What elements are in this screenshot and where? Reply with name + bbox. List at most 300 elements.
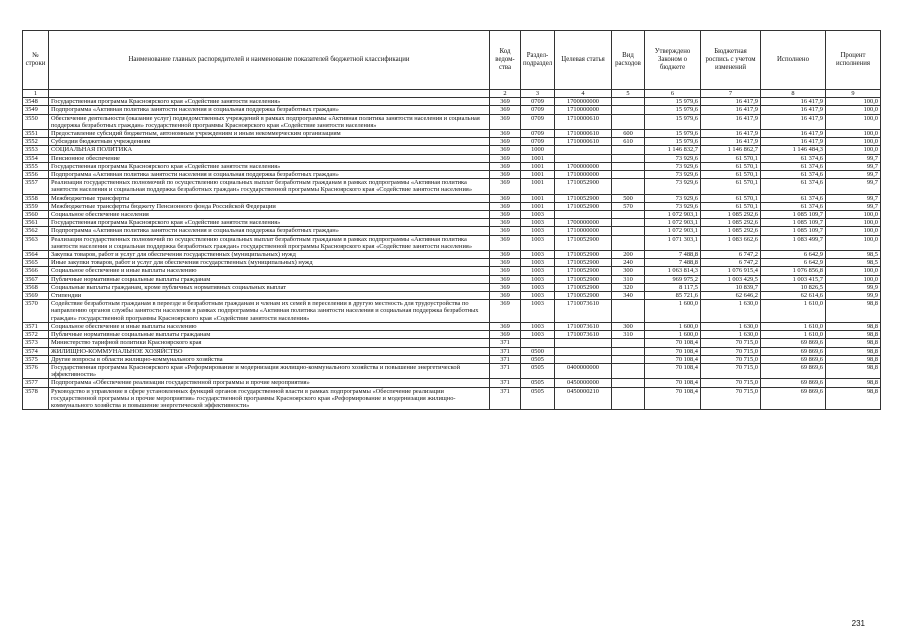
row-section-cell: 1003 bbox=[521, 292, 555, 300]
row-number-cell: 3563 bbox=[23, 235, 49, 250]
row-dept-cell: 369 bbox=[490, 235, 521, 250]
row-exptype-cell bbox=[612, 179, 645, 194]
row-name-cell: Публичные нормативные социальные выплаты гражданам bbox=[49, 275, 490, 283]
row-executed-cell: 1 083 499,7 bbox=[761, 235, 826, 250]
row-name-cell: Межбюджетные трансферты бюджету Пенсионного фонда Российской Федерации bbox=[49, 202, 490, 210]
row-exptype-cell bbox=[612, 114, 645, 129]
row-section-cell: 1003 bbox=[521, 275, 555, 283]
row-target-cell: 1700000000 bbox=[555, 98, 612, 106]
row-dept-cell: 369 bbox=[490, 251, 521, 259]
row-number-cell: 3568 bbox=[23, 283, 49, 291]
row-exptype-cell bbox=[612, 339, 645, 347]
table-row bbox=[23, 98, 881, 106]
row-number-cell: 3554 bbox=[23, 154, 49, 162]
row-target-cell: 1710052900 bbox=[555, 292, 612, 300]
row-percent-cell: 100,0 bbox=[826, 219, 881, 227]
row-executed-cell: 69 869,6 bbox=[761, 347, 826, 355]
row-budget-list-cell: 1 630,0 bbox=[701, 331, 761, 339]
row-approved-cell: 1 072 903,1 bbox=[645, 227, 701, 235]
row-name-cell: Пенсионное обеспечение bbox=[49, 154, 490, 162]
row-name-cell: Министерство тарифной политики Красноярского края bbox=[49, 339, 490, 347]
row-number-cell: 3550 bbox=[23, 114, 49, 129]
row-exptype-cell bbox=[612, 98, 645, 106]
header-percent: Процент исполнения bbox=[826, 31, 881, 90]
row-number-cell: 3553 bbox=[23, 146, 49, 154]
row-budget-list-cell: 70 715,0 bbox=[701, 339, 761, 347]
table-row bbox=[23, 347, 881, 355]
row-name-cell: Руководство и управление в сфере установленных функций органов государственной власти в рамках подпрограммы «Обеспечение реализации государственной программы и прочие мероприятия» государственной программы Красноярского края «Реформирование и модернизация жилищно-коммунального хозяйства и повышение энергетической эффективности» bbox=[49, 387, 490, 410]
table-row bbox=[23, 235, 881, 250]
table-row bbox=[23, 211, 881, 219]
row-executed-cell: 1 146 484,3 bbox=[761, 146, 826, 154]
row-percent-cell: 98,8 bbox=[826, 387, 881, 410]
row-executed-cell: 62 614,6 bbox=[761, 292, 826, 300]
row-percent-cell: 100,0 bbox=[826, 98, 881, 106]
table-row bbox=[23, 259, 881, 267]
row-budget-list-cell: 1 085 292,6 bbox=[701, 227, 761, 235]
row-dept-cell: 369 bbox=[490, 283, 521, 291]
header-exptype: Вид расходов bbox=[612, 31, 645, 90]
row-budget-list-cell: 61 570,1 bbox=[701, 171, 761, 179]
row-exptype-cell bbox=[612, 300, 645, 323]
row-percent-cell: 98,8 bbox=[826, 300, 881, 323]
table-row bbox=[23, 275, 881, 283]
row-dept-cell: 369 bbox=[490, 114, 521, 129]
header-row bbox=[23, 31, 881, 90]
row-number-cell: 3577 bbox=[23, 379, 49, 387]
row-approved-cell: 70 108,4 bbox=[645, 347, 701, 355]
row-dept-cell: 369 bbox=[490, 202, 521, 210]
row-approved-cell: 1 600,0 bbox=[645, 322, 701, 330]
row-section-cell: 1001 bbox=[521, 194, 555, 202]
row-approved-cell: 15 979,6 bbox=[645, 114, 701, 129]
budget-table bbox=[22, 30, 881, 410]
row-approved-cell: 73 929,6 bbox=[645, 202, 701, 210]
row-number-cell: 3578 bbox=[23, 387, 49, 410]
row-exptype-cell: 300 bbox=[612, 267, 645, 275]
row-approved-cell: 73 929,6 bbox=[645, 162, 701, 170]
page-number: 231 bbox=[851, 619, 865, 628]
row-percent-cell: 98,8 bbox=[826, 347, 881, 355]
row-target-cell: 1710000000 bbox=[555, 227, 612, 235]
row-section-cell: 1001 bbox=[521, 154, 555, 162]
row-dept-cell: 369 bbox=[490, 154, 521, 162]
row-percent-cell: 98,8 bbox=[826, 355, 881, 363]
row-number-cell: 3566 bbox=[23, 267, 49, 275]
row-section-cell: 0505 bbox=[521, 379, 555, 387]
table-row bbox=[23, 339, 881, 347]
header-executed: Исполнено bbox=[761, 31, 826, 90]
row-exptype-cell bbox=[612, 219, 645, 227]
row-budget-list-cell: 16 417,9 bbox=[701, 106, 761, 114]
row-exptype-cell: 320 bbox=[612, 283, 645, 291]
row-approved-cell: 15 979,6 bbox=[645, 138, 701, 146]
row-section-cell bbox=[521, 339, 555, 347]
row-section-cell: 1003 bbox=[521, 283, 555, 291]
row-budget-list-cell: 70 715,0 bbox=[701, 355, 761, 363]
row-section-cell: 1001 bbox=[521, 179, 555, 194]
row-approved-cell: 1 071 303,1 bbox=[645, 235, 701, 250]
row-target-cell bbox=[555, 154, 612, 162]
row-target-cell: 1710000610 bbox=[555, 138, 612, 146]
row-exptype-cell bbox=[612, 347, 645, 355]
row-target-cell: 1710052900 bbox=[555, 275, 612, 283]
row-section-cell: 0505 bbox=[521, 355, 555, 363]
table-body bbox=[23, 90, 881, 410]
row-section-cell: 1003 bbox=[521, 227, 555, 235]
row-target-cell: 1710052900 bbox=[555, 179, 612, 194]
row-percent-cell: 98,8 bbox=[826, 322, 881, 330]
row-name-cell: Публичные нормативные социальные выплаты гражданам bbox=[49, 331, 490, 339]
row-exptype-cell bbox=[612, 379, 645, 387]
row-name-cell: Государственная программа Красноярского края «Содействие занятости населения» bbox=[49, 219, 490, 227]
index-cell: 7 bbox=[701, 90, 761, 98]
row-exptype-cell: 310 bbox=[612, 275, 645, 283]
row-name-cell: Реализация государственных полномочий по осуществлению социальных выплат безработным гражданам в рамках подпрограммы «Активная политика занятости населения и социальная поддержка безработных граждан» государственной программы Красноярского края «Содействие занятости населения» bbox=[49, 179, 490, 194]
row-approved-cell: 73 929,6 bbox=[645, 179, 701, 194]
row-target-cell: 0450000000 bbox=[555, 379, 612, 387]
row-budget-list-cell: 61 570,1 bbox=[701, 194, 761, 202]
row-executed-cell: 6 642,9 bbox=[761, 251, 826, 259]
row-target-cell: 1710052900 bbox=[555, 202, 612, 210]
row-approved-cell: 15 979,6 bbox=[645, 98, 701, 106]
row-approved-cell: 1 063 814,3 bbox=[645, 267, 701, 275]
row-executed-cell: 1 610,0 bbox=[761, 322, 826, 330]
row-budget-list-cell: 1 630,0 bbox=[701, 322, 761, 330]
row-name-cell: Закупка товаров, работ и услуг для обеспечения государственных (муниципальных) нужд bbox=[49, 251, 490, 259]
row-budget-list-cell: 61 570,1 bbox=[701, 154, 761, 162]
index-cell: 8 bbox=[761, 90, 826, 98]
header-budget-list: Бюджетная роспись с учетом изменений bbox=[701, 31, 761, 90]
row-number-cell: 3569 bbox=[23, 292, 49, 300]
table-row bbox=[23, 355, 881, 363]
row-dept-cell: 369 bbox=[490, 267, 521, 275]
row-budget-list-cell: 16 417,9 bbox=[701, 98, 761, 106]
row-name-cell: Реализация государственных полномочий по осуществлению социальных выплат безработным гражданам в рамках подпрограммы «Активная политика занятости населения и социальная поддержка безработных граждан» государственной программы Красноярского края «Содействие занятости населения» bbox=[49, 235, 490, 250]
table-row bbox=[23, 202, 881, 210]
row-percent-cell: 98,8 bbox=[826, 339, 881, 347]
row-percent-cell: 99,9 bbox=[826, 283, 881, 291]
row-percent-cell: 100,0 bbox=[826, 106, 881, 114]
row-number-cell: 3565 bbox=[23, 259, 49, 267]
row-dept-cell: 369 bbox=[490, 146, 521, 154]
row-dept-cell: 369 bbox=[490, 162, 521, 170]
row-percent-cell: 100,0 bbox=[826, 227, 881, 235]
row-executed-cell: 1 610,0 bbox=[761, 331, 826, 339]
row-target-cell bbox=[555, 211, 612, 219]
row-section-cell: 0500 bbox=[521, 347, 555, 355]
budget-sheet bbox=[22, 30, 881, 410]
row-budget-list-cell: 70 715,0 bbox=[701, 363, 761, 378]
header-approved: Утверждено Законом о бюджете bbox=[645, 31, 701, 90]
row-dept-cell: 371 bbox=[490, 347, 521, 355]
row-name-cell: Межбюджетные трансферты bbox=[49, 194, 490, 202]
row-dept-cell: 369 bbox=[490, 292, 521, 300]
row-target-cell: 1710073610 bbox=[555, 300, 612, 323]
row-percent-cell: 98,8 bbox=[826, 379, 881, 387]
row-dept-cell: 371 bbox=[490, 339, 521, 347]
row-section-cell: 0709 bbox=[521, 98, 555, 106]
row-section-cell: 1003 bbox=[521, 322, 555, 330]
row-dept-cell: 369 bbox=[490, 194, 521, 202]
row-executed-cell: 1 003 415,7 bbox=[761, 275, 826, 283]
row-budget-list-cell: 70 715,0 bbox=[701, 379, 761, 387]
row-dept-cell: 369 bbox=[490, 98, 521, 106]
row-executed-cell: 1 610,0 bbox=[761, 300, 826, 323]
row-percent-cell: 100,0 bbox=[826, 146, 881, 154]
row-section-cell: 0709 bbox=[521, 138, 555, 146]
row-name-cell: Обеспечение деятельности (оказание услуг) подведомственных учреждений в рамках подпрограммы «Активная политика занятости населения и социальная поддержка безработных граждан» государственной программы Красноярского края «Содействие занятости населения» bbox=[49, 114, 490, 129]
row-exptype-cell: 600 bbox=[612, 130, 645, 138]
row-section-cell: 1001 bbox=[521, 171, 555, 179]
row-approved-cell: 1 072 903,1 bbox=[645, 211, 701, 219]
row-percent-cell: 98,5 bbox=[826, 259, 881, 267]
row-target-cell: 1710052900 bbox=[555, 235, 612, 250]
row-approved-cell: 7 488,8 bbox=[645, 259, 701, 267]
row-dept-cell: 369 bbox=[490, 259, 521, 267]
row-percent-cell: 100,0 bbox=[826, 114, 881, 129]
row-target-cell: 1710000610 bbox=[555, 114, 612, 129]
row-name-cell: Субсидии бюджетным учреждениям bbox=[49, 138, 490, 146]
row-target-cell: 1710073610 bbox=[555, 331, 612, 339]
row-exptype-cell: 610 bbox=[612, 138, 645, 146]
row-approved-cell: 70 108,4 bbox=[645, 339, 701, 347]
row-dept-cell: 369 bbox=[490, 171, 521, 179]
table-row bbox=[23, 379, 881, 387]
row-target-cell: 1700000000 bbox=[555, 162, 612, 170]
row-budget-list-cell: 70 715,0 bbox=[701, 347, 761, 355]
row-section-cell: 1000 bbox=[521, 146, 555, 154]
row-dept-cell: 369 bbox=[490, 138, 521, 146]
row-exptype-cell bbox=[612, 355, 645, 363]
table-row bbox=[23, 300, 881, 323]
row-number-cell: 3570 bbox=[23, 300, 49, 323]
row-approved-cell: 73 929,6 bbox=[645, 171, 701, 179]
row-number-cell: 3548 bbox=[23, 98, 49, 106]
row-number-cell: 3549 bbox=[23, 106, 49, 114]
row-dept-cell: 369 bbox=[490, 219, 521, 227]
row-exptype-cell bbox=[612, 154, 645, 162]
index-cell: 9 bbox=[826, 90, 881, 98]
row-section-cell: 0709 bbox=[521, 106, 555, 114]
row-number-cell: 3572 bbox=[23, 331, 49, 339]
row-budget-list-cell: 61 570,1 bbox=[701, 202, 761, 210]
row-exptype-cell bbox=[612, 106, 645, 114]
row-dept-cell: 371 bbox=[490, 355, 521, 363]
table-row bbox=[23, 130, 881, 138]
row-section-cell: 0505 bbox=[521, 363, 555, 378]
row-approved-cell: 969 975,2 bbox=[645, 275, 701, 283]
row-number-cell: 3574 bbox=[23, 347, 49, 355]
table-row bbox=[23, 292, 881, 300]
row-percent-cell: 100,0 bbox=[826, 130, 881, 138]
row-dept-cell: 371 bbox=[490, 387, 521, 410]
row-executed-cell: 1 085 109,7 bbox=[761, 219, 826, 227]
row-number-cell: 3552 bbox=[23, 138, 49, 146]
row-executed-cell: 16 417,9 bbox=[761, 130, 826, 138]
table-row bbox=[23, 227, 881, 235]
row-executed-cell: 69 869,6 bbox=[761, 363, 826, 378]
row-target-cell: 1710073610 bbox=[555, 322, 612, 330]
row-section-cell: 1001 bbox=[521, 202, 555, 210]
row-target-cell: 1710052900 bbox=[555, 194, 612, 202]
row-target-cell: 1710000610 bbox=[555, 130, 612, 138]
row-executed-cell: 16 417,9 bbox=[761, 106, 826, 114]
row-budget-list-cell: 1 085 292,6 bbox=[701, 219, 761, 227]
row-budget-list-cell: 61 570,1 bbox=[701, 179, 761, 194]
row-target-cell: 1710052900 bbox=[555, 251, 612, 259]
row-dept-cell: 369 bbox=[490, 300, 521, 323]
header-target: Целевая статья bbox=[555, 31, 612, 90]
row-approved-cell: 1 600,0 bbox=[645, 331, 701, 339]
row-number-cell: 3571 bbox=[23, 322, 49, 330]
row-name-cell: Иные закупки товаров, работ и услуг для обеспечения государственных (муниципальных) нужд bbox=[49, 259, 490, 267]
row-number-cell: 3558 bbox=[23, 194, 49, 202]
row-executed-cell: 69 869,6 bbox=[761, 379, 826, 387]
row-exptype-cell: 500 bbox=[612, 194, 645, 202]
row-executed-cell: 69 869,6 bbox=[761, 339, 826, 347]
row-target-cell: 1710052900 bbox=[555, 267, 612, 275]
row-section-cell: 0709 bbox=[521, 130, 555, 138]
header-name: Наименование главных распорядителей и наименование показателей бюджетной классификации bbox=[49, 31, 490, 90]
row-exptype-cell bbox=[612, 162, 645, 170]
row-dept-cell: 369 bbox=[490, 275, 521, 283]
row-target-cell: 1710000000 bbox=[555, 171, 612, 179]
row-approved-cell: 70 108,4 bbox=[645, 387, 701, 410]
row-executed-cell: 1 076 856,8 bbox=[761, 267, 826, 275]
row-executed-cell: 69 869,6 bbox=[761, 387, 826, 410]
row-dept-cell: 369 bbox=[490, 211, 521, 219]
row-percent-cell: 99,7 bbox=[826, 154, 881, 162]
table-row bbox=[23, 138, 881, 146]
row-exptype-cell bbox=[612, 235, 645, 250]
row-name-cell: Социальное обеспечение и иные выплаты населению bbox=[49, 322, 490, 330]
row-percent-cell: 100,0 bbox=[826, 235, 881, 250]
row-approved-cell: 73 929,6 bbox=[645, 194, 701, 202]
row-percent-cell: 98,8 bbox=[826, 363, 881, 378]
row-exptype-cell: 300 bbox=[612, 322, 645, 330]
row-name-cell: СОЦИАЛЬНАЯ ПОЛИТИКА bbox=[49, 146, 490, 154]
index-cell bbox=[49, 90, 490, 98]
row-section-cell: 1003 bbox=[521, 211, 555, 219]
index-cell: 2 bbox=[490, 90, 521, 98]
row-executed-cell: 16 417,9 bbox=[761, 98, 826, 106]
table-row bbox=[23, 387, 881, 410]
table-row bbox=[23, 194, 881, 202]
row-budget-list-cell: 62 646,2 bbox=[701, 292, 761, 300]
row-approved-cell: 73 929,6 bbox=[645, 154, 701, 162]
row-percent-cell: 98,5 bbox=[826, 251, 881, 259]
table-row bbox=[23, 251, 881, 259]
row-target-cell bbox=[555, 347, 612, 355]
row-exptype-cell bbox=[612, 146, 645, 154]
row-approved-cell: 15 979,6 bbox=[645, 130, 701, 138]
row-percent-cell: 99,7 bbox=[826, 179, 881, 194]
row-dept-cell: 371 bbox=[490, 363, 521, 378]
row-exptype-cell: 570 bbox=[612, 202, 645, 210]
row-target-cell: 1700000000 bbox=[555, 219, 612, 227]
row-target-cell: 0450000210 bbox=[555, 387, 612, 410]
row-section-cell: 0505 bbox=[521, 387, 555, 410]
row-number-cell: 3564 bbox=[23, 251, 49, 259]
row-number-cell: 3560 bbox=[23, 211, 49, 219]
row-name-cell: Подпрограмма «Активная политика занятости населения и социальная поддержка безработных граждан» bbox=[49, 171, 490, 179]
table-row bbox=[23, 162, 881, 170]
header-num: № строки bbox=[23, 31, 49, 90]
header-dept: Код ведом-ства bbox=[490, 31, 521, 90]
row-budget-list-cell: 6 747,2 bbox=[701, 259, 761, 267]
row-budget-list-cell: 10 839,7 bbox=[701, 283, 761, 291]
row-percent-cell: 100,0 bbox=[826, 211, 881, 219]
row-dept-cell: 369 bbox=[490, 227, 521, 235]
row-budget-list-cell: 1 630,0 bbox=[701, 300, 761, 323]
table-row bbox=[23, 114, 881, 129]
row-name-cell: Предоставление субсидий бюджетным, автономным учреждениям и иным некоммерческим организациям bbox=[49, 130, 490, 138]
row-approved-cell: 8 117,5 bbox=[645, 283, 701, 291]
row-approved-cell: 70 108,4 bbox=[645, 355, 701, 363]
row-approved-cell: 1 600,0 bbox=[645, 300, 701, 323]
row-section-cell: 1003 bbox=[521, 300, 555, 323]
row-executed-cell: 16 417,9 bbox=[761, 114, 826, 129]
row-name-cell: Социальное обеспечение населения bbox=[49, 211, 490, 219]
row-executed-cell: 61 374,6 bbox=[761, 202, 826, 210]
row-name-cell: Государственная программа Красноярского края «Реформирование и модернизация жилищно-коммунального хозяйства и повышение энергетической эффективности» bbox=[49, 363, 490, 378]
row-target-cell bbox=[555, 355, 612, 363]
row-exptype-cell bbox=[612, 227, 645, 235]
table-row bbox=[23, 106, 881, 114]
row-budget-list-cell: 16 417,9 bbox=[701, 130, 761, 138]
row-dept-cell: 369 bbox=[490, 106, 521, 114]
index-cell: 4 bbox=[555, 90, 612, 98]
row-percent-cell: 100,0 bbox=[826, 138, 881, 146]
row-budget-list-cell: 16 417,9 bbox=[701, 138, 761, 146]
row-executed-cell: 16 417,9 bbox=[761, 138, 826, 146]
row-budget-list-cell: 6 747,2 bbox=[701, 251, 761, 259]
index-cell: 5 bbox=[612, 90, 645, 98]
row-section-cell: 1003 bbox=[521, 219, 555, 227]
header-section: Раздел-подраздел bbox=[521, 31, 555, 90]
row-number-cell: 3555 bbox=[23, 162, 49, 170]
table-row bbox=[23, 331, 881, 339]
table-row bbox=[23, 219, 881, 227]
row-number-cell: 3551 bbox=[23, 130, 49, 138]
row-exptype-cell: 200 bbox=[612, 251, 645, 259]
table-row bbox=[23, 171, 881, 179]
row-section-cell: 1001 bbox=[521, 162, 555, 170]
row-executed-cell: 6 642,9 bbox=[761, 259, 826, 267]
row-name-cell: Социальные выплаты гражданам, кроме публичных нормативных социальных выплат bbox=[49, 283, 490, 291]
index-cell: 1 bbox=[23, 90, 49, 98]
row-name-cell: Государственная программа Красноярского края «Содействие занятости населения» bbox=[49, 98, 490, 106]
row-executed-cell: 61 374,6 bbox=[761, 162, 826, 170]
table-row bbox=[23, 363, 881, 378]
row-approved-cell: 70 108,4 bbox=[645, 363, 701, 378]
row-budget-list-cell: 1 085 292,6 bbox=[701, 211, 761, 219]
row-exptype-cell: 310 bbox=[612, 331, 645, 339]
row-percent-cell: 99,7 bbox=[826, 202, 881, 210]
row-dept-cell: 369 bbox=[490, 179, 521, 194]
row-number-cell: 3556 bbox=[23, 171, 49, 179]
row-section-cell: 0709 bbox=[521, 114, 555, 129]
row-section-cell: 1003 bbox=[521, 331, 555, 339]
row-target-cell bbox=[555, 146, 612, 154]
row-approved-cell: 7 488,8 bbox=[645, 251, 701, 259]
row-approved-cell: 1 072 903,1 bbox=[645, 219, 701, 227]
row-approved-cell: 85 721,6 bbox=[645, 292, 701, 300]
row-number-cell: 3557 bbox=[23, 179, 49, 194]
table-row bbox=[23, 146, 881, 154]
row-executed-cell: 69 869,6 bbox=[761, 355, 826, 363]
